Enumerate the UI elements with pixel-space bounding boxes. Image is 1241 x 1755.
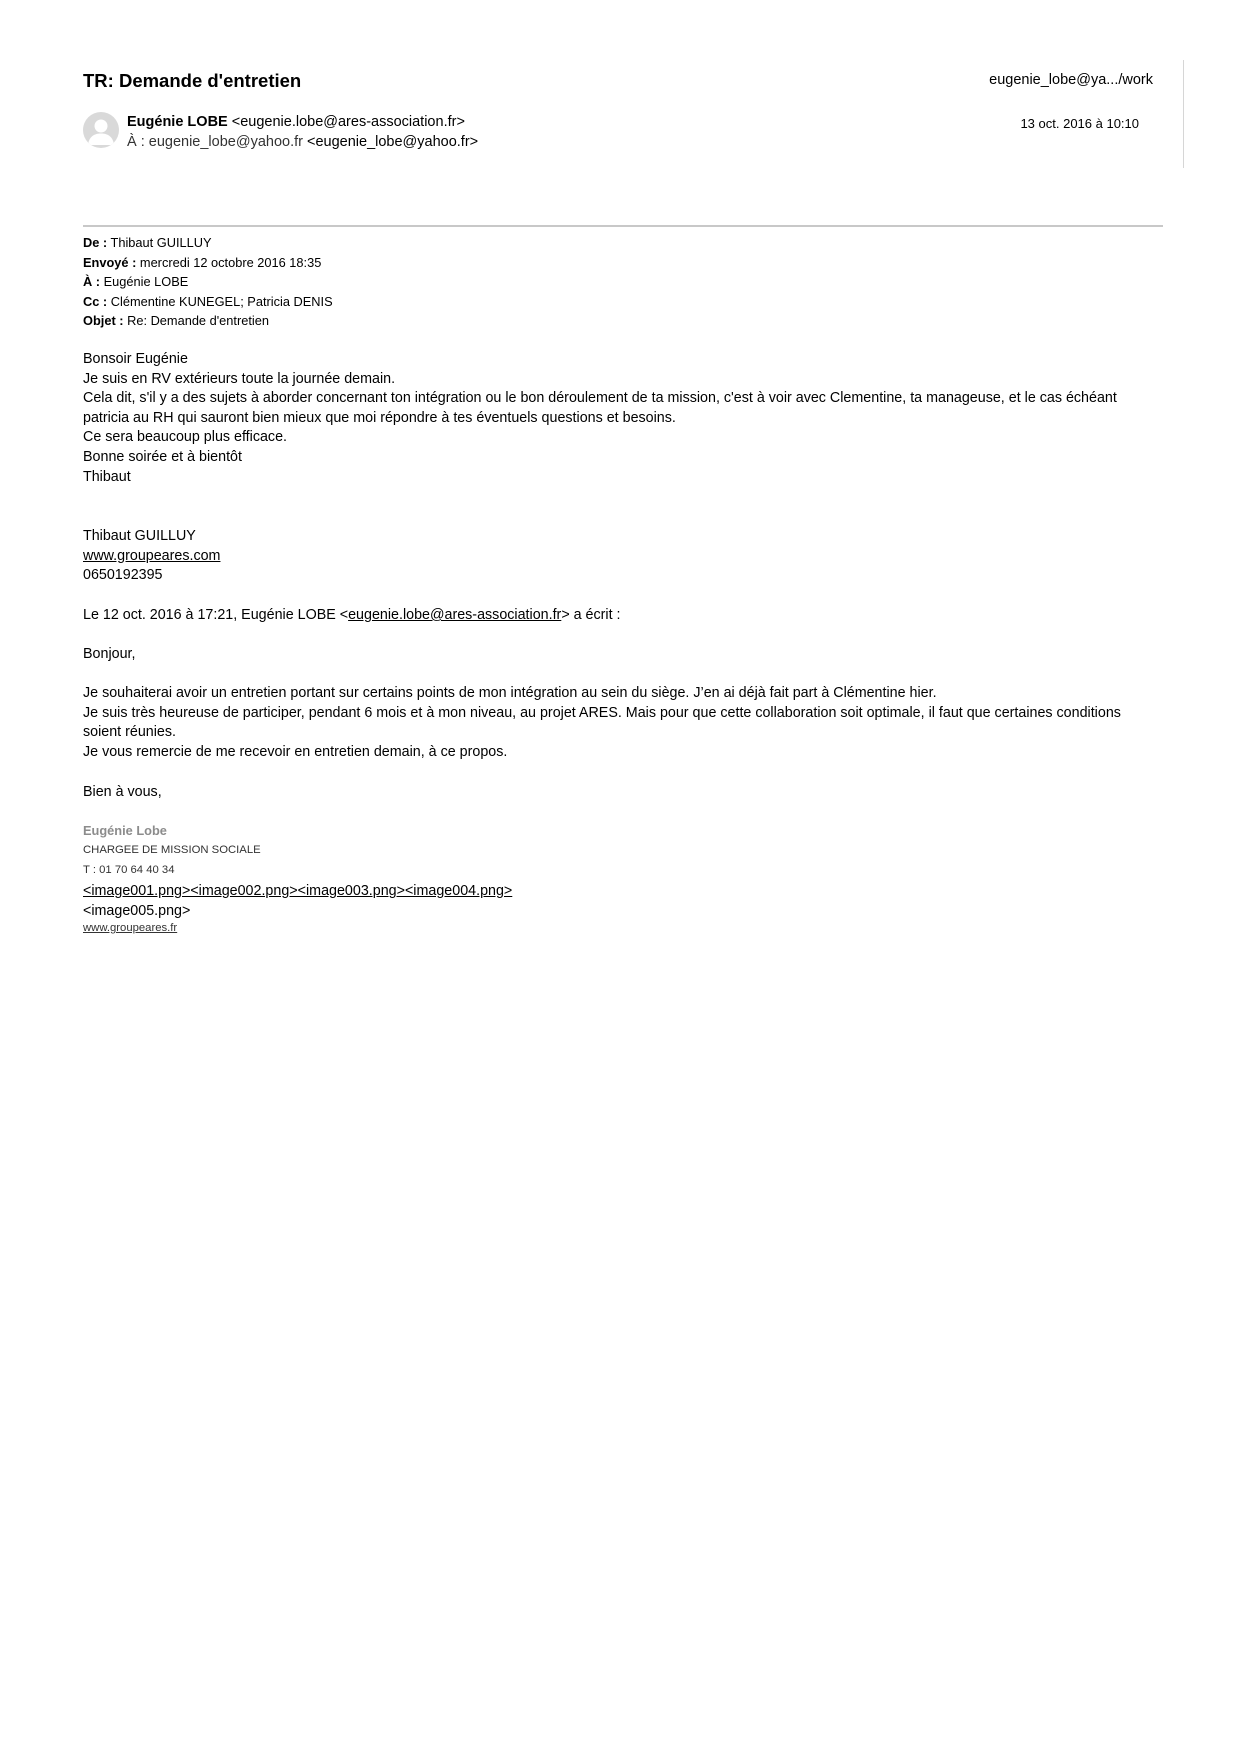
reply-signature <box>83 527 1163 586</box>
fwd-from-value: Thibaut GUILLUY <box>110 235 212 250</box>
account-label: eugenie_lobe@ya.../work <box>989 72 1153 88</box>
reply-body <box>83 350 1163 487</box>
sender-line <box>127 114 465 130</box>
signature-images <box>83 882 512 921</box>
sender-name: Eugénie LOBE <box>127 114 228 130</box>
fwd-to-label: À : <box>83 274 101 290</box>
quote-closing: Bien à vous, <box>83 784 162 800</box>
fwd-subject-label: Objet : <box>83 313 124 329</box>
fwd-cc-value: Clémentine KUNEGEL; Patricia DENIS <box>110 293 333 309</box>
signature-title: CHARGEE DE MISSION SOCIALE <box>83 844 261 856</box>
to-label: À : <box>127 134 145 150</box>
quote-line: Je souhaiterai avoir un entretien portant sur certains points de mon intégration au sein du siège. J’en ai déjà fait part à Clémentine hier. <box>83 685 937 701</box>
signature-name: Eugénie Lobe <box>83 823 167 838</box>
reply-signature-website-link[interactable]: www.groupeares.com <box>83 547 221 564</box>
signature-image-links[interactable]: <image001.png><image002.png><image003.png><image004.png> <box>83 883 513 899</box>
fwd-to-row <box>83 272 333 292</box>
email-subject: TR: Demande d'entretien <box>83 70 302 91</box>
fwd-from-row <box>83 233 333 253</box>
quote-intro <box>83 606 1163 626</box>
email-date: 13 oct. 2016 à 10:10 <box>1020 116 1139 131</box>
quote-email-link[interactable]: eugenie.lobe@ares-association.fr <box>348 607 562 623</box>
side-divider <box>1183 60 1184 168</box>
quote-body <box>83 684 1163 762</box>
reply-line: Bonne soirée et à bientôt <box>83 448 242 465</box>
header-divider <box>83 225 1163 227</box>
quote-line: Je vous remercie de me recevoir en entretien demain, à ce propos. <box>83 743 508 760</box>
quote-greeting: Bonjour, <box>83 646 136 662</box>
fwd-subject-row <box>83 311 333 331</box>
reply-line: Ce sera beaucoup plus efficace. <box>83 429 287 446</box>
fwd-from-label: De : <box>83 235 108 250</box>
reply-line: Bonsoir Eugénie <box>83 351 188 367</box>
sender-email[interactable]: <eugenie.lobe@ares-association.fr> <box>231 114 465 130</box>
reply-signature-phone: 0650192395 <box>83 567 163 584</box>
recipient-email[interactable]: <eugenie_lobe@yahoo.fr> <box>307 134 479 150</box>
signature-image5: <image005.png> <box>83 902 191 919</box>
avatar <box>83 112 119 148</box>
quote-intro-suffix: > a écrit : <box>561 607 621 623</box>
reply-line: patricia au RH qui sauront bien mieux que moi répondre à tes éventuels questions et besoins. <box>83 409 676 426</box>
signature-phone: T : 01 70 64 40 34 <box>83 864 175 876</box>
reply-line: Cela dit, s'il y a des sujets à aborder concernant ton intégration ou le bon déroulement de ta mission, c'est à voir avec Clementine, ta manageuse, et le cas échéant <box>83 390 1117 407</box>
quote-line: Je suis très heureuse de participer, pendant 6 mois et à mon niveau, au projet ARES. Mais pour que cette collaboration soit optimale, il faut que certaines conditions <box>83 704 1121 721</box>
fwd-to-value: Eugénie LOBE <box>103 274 189 290</box>
recipient-name[interactable]: eugenie_lobe@yahoo.fr <box>148 134 303 150</box>
reply-line: Thibaut <box>83 468 131 485</box>
reply-signature-name: Thibaut GUILLUY <box>83 528 196 544</box>
person-icon <box>83 112 119 148</box>
fwd-cc-row <box>83 292 333 312</box>
fwd-sent-value: mercredi 12 octobre 2016 18:35 <box>139 254 322 270</box>
quote-line: soient réunies. <box>83 724 176 741</box>
signature-website-link[interactable]: www.groupeares.fr <box>83 922 178 934</box>
forwarded-headers <box>83 233 333 331</box>
recipient-line <box>127 134 478 150</box>
fwd-sent-label: Envoyé : <box>83 254 137 270</box>
fwd-cc-label: Cc : <box>83 293 108 309</box>
reply-line: Je suis en RV extérieurs toute la journée demain. <box>83 370 396 387</box>
fwd-subject-value: Re: Demande d'entretien <box>127 313 269 329</box>
fwd-sent-row <box>83 253 333 273</box>
quote-intro-prefix: Le 12 oct. 2016 à 17:21, Eugénie LOBE < <box>83 607 349 623</box>
